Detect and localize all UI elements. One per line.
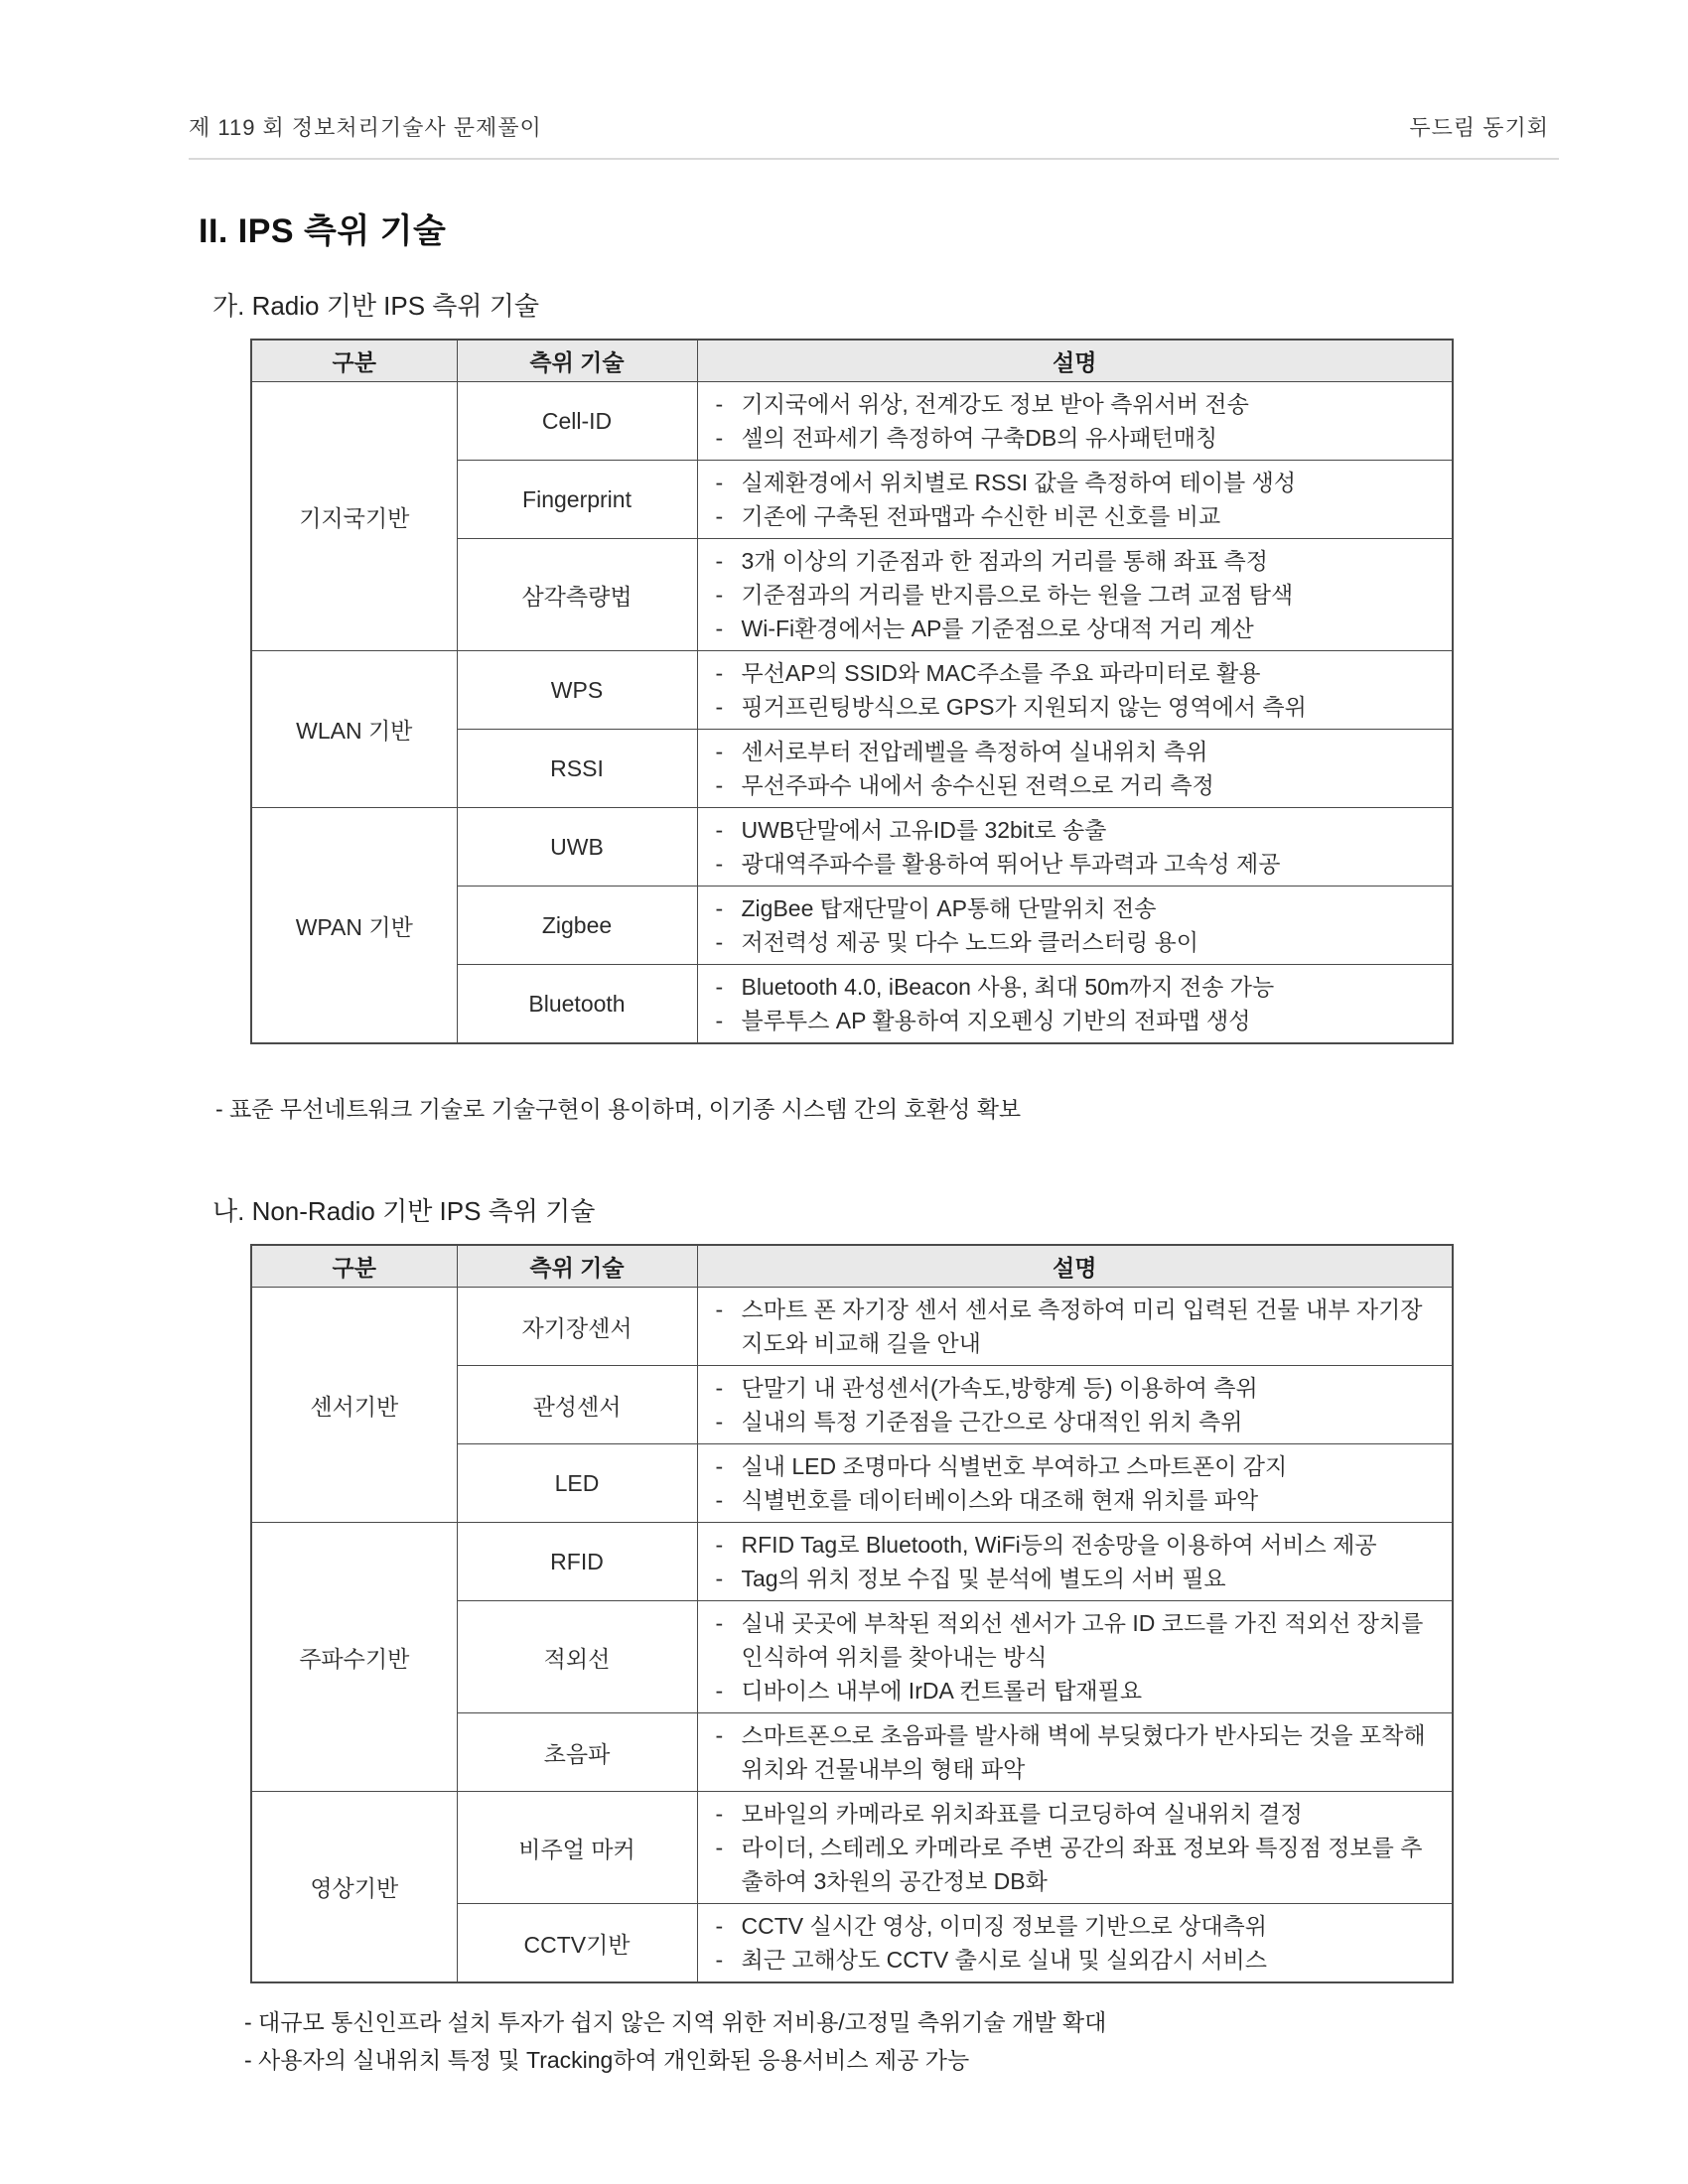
bullet-dash: - <box>715 615 724 641</box>
bullet-dash: - <box>715 929 724 955</box>
description-item <box>712 1943 1441 1977</box>
description-text: 기지국에서 위상, 전계강도 정보 받아 측위서버 전송 <box>741 391 1249 417</box>
description-cell <box>697 1904 1453 1983</box>
bullet-dash: - <box>715 895 724 921</box>
column-header: 설명 <box>697 1245 1453 1288</box>
description-cell <box>697 651 1453 730</box>
tech-cell: 자기장센서 <box>457 1288 697 1366</box>
tech-cell: 삼각측량법 <box>457 539 697 651</box>
tech-cell: 적외선 <box>457 1601 697 1713</box>
page-title: II. IPS 측위 기술 <box>199 212 447 250</box>
description-text: 디바이스 내부에 IrDA 컨트롤러 탑재필요 <box>741 1678 1143 1704</box>
bullet-dash: - <box>715 1375 724 1401</box>
bullet-dash: - <box>715 1487 724 1513</box>
description-text: 라이더, 스테레오 카메라로 주변 공간의 좌표 정보와 특징점 정보를 추출하여 3차원의 공간정보 DB화 <box>741 1835 1423 1894</box>
description-cell <box>697 965 1453 1044</box>
description-item <box>712 656 1441 690</box>
tech-cell: LED <box>457 1444 697 1523</box>
bullet-dash: - <box>715 1566 724 1591</box>
tech-cell: 비주얼 마커 <box>457 1792 697 1904</box>
section-note: - 대규모 통신인프라 설치 투자가 쉽지 않은 지역 위한 저비용/고정밀 측위기술 개발 확대 <box>244 2009 1107 2035</box>
column-header: 측위 기술 <box>457 1245 697 1288</box>
description-cell <box>697 1713 1453 1792</box>
description-text: 기준점과의 거리를 반지름으로 하는 원을 그려 교점 탐색 <box>741 582 1294 608</box>
table-row <box>251 382 1453 461</box>
description-item <box>712 925 1441 959</box>
table-row <box>251 808 1453 887</box>
tech-cell: UWB <box>457 808 697 887</box>
description-item <box>712 578 1441 612</box>
bullet-dash: - <box>715 1801 724 1827</box>
section <box>189 286 1549 1126</box>
description-cell <box>697 1523 1453 1601</box>
description-cell <box>697 1444 1453 1523</box>
bullet-dash: - <box>715 1947 724 1973</box>
bullet-dash: - <box>715 974 724 1000</box>
bullet-dash: - <box>715 470 724 495</box>
column-header: 구분 <box>251 340 457 382</box>
description-item <box>712 1562 1441 1595</box>
description-item <box>712 970 1441 1004</box>
tech-cell: 초음파 <box>457 1713 697 1792</box>
description-item <box>712 1449 1441 1483</box>
description-item <box>712 690 1441 724</box>
ips-table <box>250 339 1454 1044</box>
description-text: 식별번호를 데이터베이스와 대조해 현재 위치를 파악 <box>741 1487 1259 1513</box>
description-cell <box>697 887 1453 965</box>
description-item <box>712 1674 1441 1707</box>
section <box>189 1191 1549 2077</box>
category-cell: WLAN 기반 <box>251 651 457 808</box>
description-text: Wi-Fi환경에서는 AP를 기준점으로 상대적 거리 계산 <box>741 615 1254 641</box>
description-item <box>712 1606 1441 1674</box>
bullet-dash: - <box>715 1532 724 1558</box>
bullet-dash: - <box>715 660 724 686</box>
section-note: - 사용자의 실내위치 특정 및 Tracking하여 개인화된 응용서비스 제공 가능 <box>244 2047 970 2073</box>
description-cell <box>697 1366 1453 1444</box>
description-text: 스마트폰으로 초음파를 발사해 벽에 부딪혔다가 반사되는 것을 포착해 위치와 건물내부의 형태 파악 <box>741 1722 1426 1782</box>
bullet-dash: - <box>715 1913 724 1939</box>
tech-cell: 관성센서 <box>457 1366 697 1444</box>
description-text: 3개 이상의 기준점과 한 점과의 거리를 통해 좌표 측정 <box>741 548 1268 574</box>
section-heading: 가. Radio 기반 IPS 측위 기술 <box>212 291 539 321</box>
tech-cell: Fingerprint <box>457 461 697 539</box>
header-right-text: 두드림 동기회 <box>1409 115 1549 140</box>
bullet-dash: - <box>715 391 724 417</box>
bullet-dash: - <box>715 817 724 843</box>
bullet-dash: - <box>715 851 724 877</box>
description-item <box>712 1483 1441 1517</box>
table-row <box>251 1288 1453 1366</box>
description-item <box>712 387 1441 421</box>
sections-container <box>189 286 1549 2077</box>
description-text: CCTV 실시간 영상, 이미징 정보를 기반으로 상대측위 <box>741 1913 1267 1939</box>
description-cell <box>697 1288 1453 1366</box>
section-heading: 나. Non-Radio 기반 IPS 측위 기술 <box>212 1196 596 1226</box>
tech-cell: CCTV기반 <box>457 1904 697 1983</box>
description-item <box>712 421 1441 455</box>
description-cell <box>697 539 1453 651</box>
description-item <box>712 891 1441 925</box>
description-item <box>712 466 1441 499</box>
tech-cell: Zigbee <box>457 887 697 965</box>
description-text: 모바일의 카메라로 위치좌표를 디코딩하여 실내위치 결정 <box>741 1801 1303 1827</box>
section-note: - 표준 무선네트워크 기술로 기술구현이 용이하며, 이기종 시스템 간의 호환성 확보 <box>215 1096 1022 1122</box>
category-cell: WPAN 기반 <box>251 808 457 1044</box>
bullet-dash: - <box>715 1297 724 1322</box>
bullet-dash: - <box>715 1453 724 1479</box>
description-cell <box>697 730 1453 808</box>
bullet-dash: - <box>715 582 724 608</box>
description-item <box>712 1909 1441 1943</box>
description-text: 광대역주파수를 활용하여 뛰어난 투과력과 고속성 제공 <box>741 851 1281 877</box>
ips-table <box>250 1244 1454 1983</box>
tech-cell: Cell-ID <box>457 382 697 461</box>
description-text: 센서로부터 전압레벨을 측정하여 실내위치 측위 <box>741 739 1208 764</box>
description-cell <box>697 1601 1453 1713</box>
description-text: 셀의 전파세기 측정하여 구축DB의 유사패턴매칭 <box>741 425 1218 451</box>
description-text: Tag의 위치 정보 수집 및 분석에 별도의 서버 필요 <box>741 1566 1226 1591</box>
description-item <box>712 1405 1441 1438</box>
tech-cell: WPS <box>457 651 697 730</box>
description-text: 스마트 폰 자기장 센서 센서로 측정하여 미리 입력된 건물 내부 자기장 지도와 비교해 길을 안내 <box>741 1297 1423 1356</box>
bullet-dash: - <box>715 548 724 574</box>
tech-cell: RFID <box>457 1523 697 1601</box>
description-item <box>712 499 1441 533</box>
description-text: 블루투스 AP 활용하여 지오펜싱 기반의 전파맵 생성 <box>741 1008 1251 1033</box>
bullet-dash: - <box>715 772 724 798</box>
header-row <box>251 340 1453 382</box>
description-item <box>712 1004 1441 1037</box>
description-cell <box>697 382 1453 461</box>
description-text: 단말기 내 관성센서(가속도,방향계 등) 이용하여 측위 <box>741 1375 1258 1401</box>
table-head <box>251 340 1453 382</box>
category-cell: 기지국기반 <box>251 382 457 651</box>
table-head <box>251 1245 1453 1288</box>
header-rule <box>189 158 1559 160</box>
bullet-dash: - <box>715 694 724 720</box>
description-item <box>712 612 1441 645</box>
table-body <box>251 382 1453 1044</box>
description-text: 핑거프린팅방식으로 GPS가 지원되지 않는 영역에서 측위 <box>741 694 1307 720</box>
description-item <box>712 768 1441 802</box>
footnotes <box>189 2005 1549 2077</box>
category-cell: 영상기반 <box>251 1792 457 1983</box>
description-item <box>712 1797 1441 1831</box>
description-text: 실내 곳곳에 부착된 적외선 센서가 고유 ID 코드를 가진 적외선 장치를 인식하여 위치를 찾아내는 방식 <box>741 1610 1424 1670</box>
description-text: Bluetooth 4.0, iBeacon 사용, 최대 50m까지 전송 가능 <box>741 974 1275 1000</box>
table-row <box>251 1523 1453 1601</box>
description-text: 무선AP의 SSID와 MAC주소를 주요 파라미터로 활용 <box>741 660 1261 686</box>
header-left-text: 제 119 회 정보처리기술사 문제풀이 <box>189 115 542 140</box>
description-item <box>712 735 1441 768</box>
bullet-dash: - <box>715 1835 724 1860</box>
description-item <box>712 1831 1441 1898</box>
page-header <box>189 111 1549 142</box>
description-item <box>712 847 1441 881</box>
header-row <box>251 1245 1453 1288</box>
column-header: 측위 기술 <box>457 340 697 382</box>
description-text: 실내의 특정 기준점을 근간으로 상대적인 위치 측위 <box>741 1409 1243 1434</box>
description-item <box>712 1293 1441 1360</box>
table-row <box>251 1792 1453 1904</box>
bullet-dash: - <box>715 1722 724 1748</box>
description-cell <box>697 808 1453 887</box>
category-cell: 센서기반 <box>251 1288 457 1523</box>
description-item <box>712 813 1441 847</box>
category-cell: 주파수기반 <box>251 1523 457 1792</box>
description-text: RFID Tag로 Bluetooth, WiFi등의 전송망을 이용하여 서비스 제공 <box>741 1532 1377 1558</box>
description-text: 실제환경에서 위치별로 RSSI 값을 측정하여 테이블 생성 <box>741 470 1297 495</box>
bullet-dash: - <box>715 1678 724 1704</box>
bullet-dash: - <box>715 1610 724 1636</box>
description-text: 최근 고해상도 CCTV 출시로 실내 및 실외감시 서비스 <box>741 1947 1267 1973</box>
tech-cell: RSSI <box>457 730 697 808</box>
description-text: ZigBee 탑재단말이 AP통해 단말위치 전송 <box>741 895 1157 921</box>
bullet-dash: - <box>715 1409 724 1434</box>
column-header: 구분 <box>251 1245 457 1288</box>
description-item <box>712 544 1441 578</box>
description-text: 기존에 구축된 전파맵과 수신한 비콘 신호를 비교 <box>741 503 1221 529</box>
bullet-dash: - <box>715 739 724 764</box>
tech-cell: Bluetooth <box>457 965 697 1044</box>
table-body <box>251 1288 1453 1983</box>
description-item <box>712 1528 1441 1562</box>
bullet-dash: - <box>715 503 724 529</box>
column-header: 설명 <box>697 340 1453 382</box>
description-text: 저전력성 제공 및 다수 노드와 클러스터링 용이 <box>741 929 1198 955</box>
bullet-dash: - <box>715 425 724 451</box>
table-row <box>251 651 1453 730</box>
description-text: 무선주파수 내에서 송수신된 전력으로 거리 측정 <box>741 772 1214 798</box>
description-text: UWB단말에서 고유ID를 32bit로 송출 <box>741 817 1107 843</box>
bullet-dash: - <box>715 1008 724 1033</box>
description-text: 실내 LED 조명마다 식별번호 부여하고 스마트폰이 감지 <box>741 1453 1288 1479</box>
description-item <box>712 1371 1441 1405</box>
description-cell <box>697 461 1453 539</box>
description-item <box>712 1718 1441 1786</box>
description-cell <box>697 1792 1453 1904</box>
